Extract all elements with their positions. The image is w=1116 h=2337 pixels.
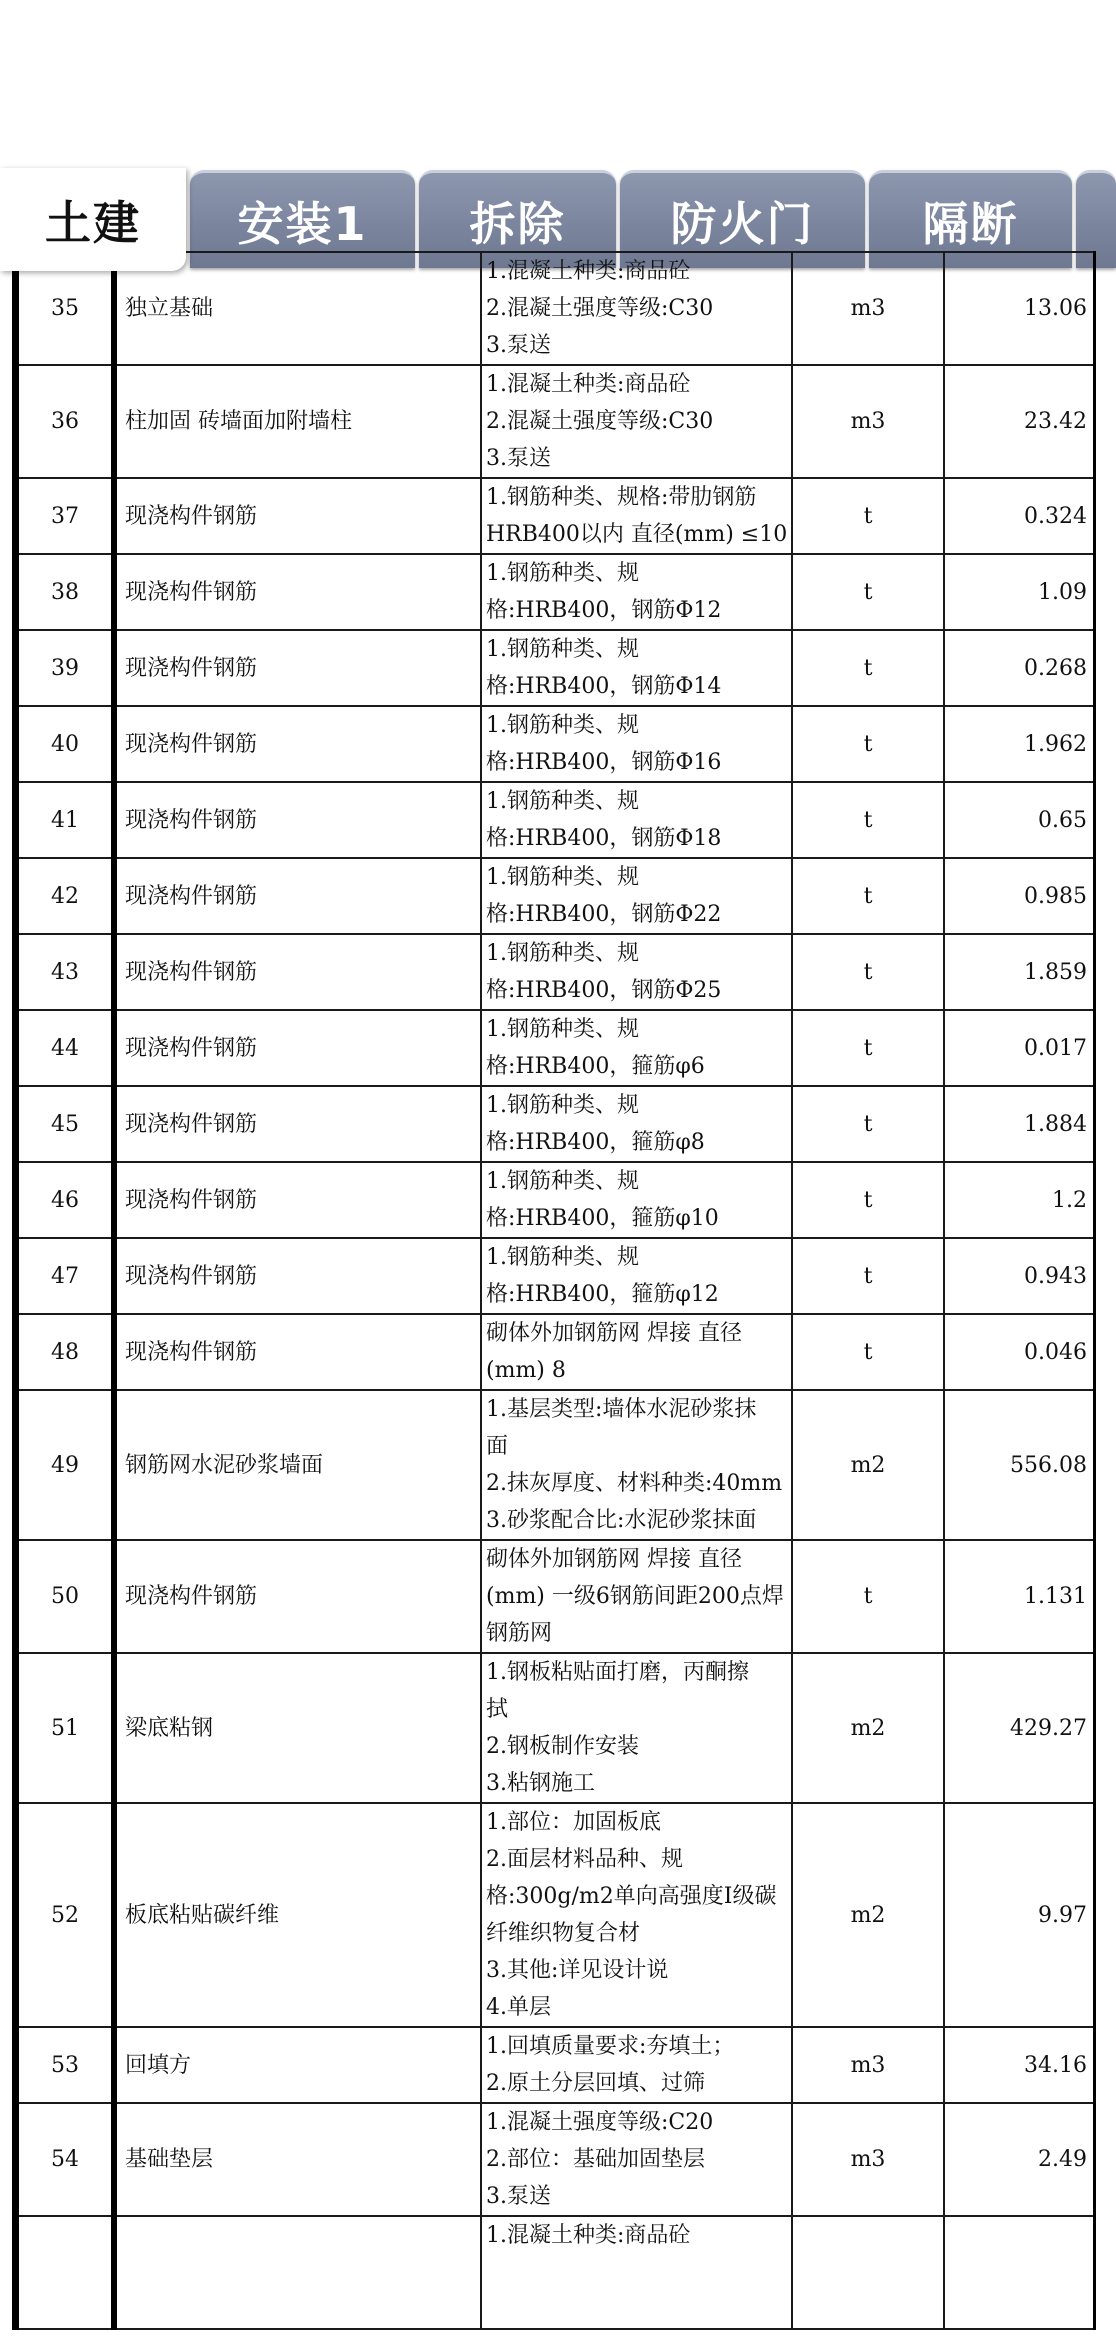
unit-cell: t [792, 1314, 944, 1390]
item-description-cell [481, 782, 792, 858]
row-number-cell: 46 [16, 1162, 115, 1238]
description-line: 2.部位：基础加固垫层 [486, 2147, 705, 2172]
unit-cell: t [792, 1238, 944, 1314]
quantity-cell: 1.859 [944, 934, 1095, 1010]
item-name-cell: 基础垫层 [114, 2103, 481, 2216]
item-description-cell [481, 1803, 792, 2027]
table-row[interactable] [16, 858, 1095, 934]
description-line: 3.其他:详见设计说 [486, 1958, 669, 1983]
description-line: 2.抹灰厚度、材料种类:40mm [486, 1471, 783, 1496]
row-number-cell: 37 [16, 478, 115, 554]
description-line: (mm) 8 [486, 1358, 566, 1383]
item-description-cell [481, 706, 792, 782]
description-line: 1.钢筋种类、规 [486, 561, 639, 586]
table-row[interactable] [16, 1653, 1095, 1803]
item-name-cell: 现浇构件钢筋 [114, 934, 481, 1010]
description-line: 1.钢筋种类、规 [486, 941, 639, 966]
item-name-cell: 现浇构件钢筋 [114, 858, 481, 934]
quantity-cell: 0.985 [944, 858, 1095, 934]
unit-cell: t [792, 934, 944, 1010]
unit-cell: t [792, 706, 944, 782]
sheet-table-viewport[interactable] [0, 259, 1087, 2337]
table-row[interactable] [16, 1162, 1095, 1238]
description-line: 面 [486, 1434, 509, 1459]
tab-chaichu[interactable]: 拆除 [419, 170, 616, 268]
description-line: 格:HRB400，钢筋Φ16 [486, 750, 722, 775]
table-row[interactable] [16, 2103, 1095, 2216]
item-name-cell [114, 2216, 481, 2329]
quantity-cell: 556.08 [944, 1390, 1095, 1540]
item-name-cell: 板底粘贴碳纤维 [114, 1803, 481, 2027]
row-number-cell: 49 [16, 1390, 115, 1540]
table-row[interactable] [16, 1540, 1095, 1653]
quantity-cell: 9.97 [944, 1803, 1095, 2027]
table-row[interactable] [16, 934, 1095, 1010]
description-line: 1.混凝土种类:商品砼 [486, 372, 691, 397]
description-line: 1.钢筋种类、规 [486, 713, 639, 738]
item-name-cell: 现浇构件钢筋 [114, 1010, 481, 1086]
row-number-cell: 36 [16, 365, 115, 478]
row-number-cell: 48 [16, 1314, 115, 1390]
unit-cell: t [792, 1162, 944, 1238]
item-description-cell [481, 1010, 792, 1086]
row-number-cell: 41 [16, 782, 115, 858]
description-line: 拭 [486, 1697, 509, 1722]
description-line: 3.砂浆配合比:水泥砂浆抹面 [486, 1508, 757, 1533]
description-line: 3.泵送 [486, 333, 551, 358]
description-line: 1.基层类型:墙体水泥砂浆抹 [486, 1397, 757, 1422]
description-line: 1.钢筋种类、规格:带肋钢筋 [486, 485, 757, 510]
quantity-cell: 13.06 [944, 252, 1095, 365]
quantity-cell: 2.49 [944, 2103, 1095, 2216]
item-name-cell: 柱加固 砖墙面加附墙柱 [114, 365, 481, 478]
description-line: HRB400以内 直径(mm) ≤10 [486, 522, 788, 547]
unit-cell [792, 2216, 944, 2329]
table-row[interactable] [16, 554, 1095, 630]
unit-cell: t [792, 554, 944, 630]
description-line: 纤维织物复合材 [486, 1921, 641, 1946]
description-line: 1.混凝土强度等级:C20 [486, 2110, 714, 2135]
description-line: (mm) 一级6钢筋间距200点焊 [486, 1584, 784, 1609]
row-number-cell [16, 2216, 115, 2329]
quantity-cell: 1.884 [944, 1086, 1095, 1162]
tab-anzhuang1[interactable]: 安装1 [190, 170, 415, 268]
row-number-cell: 45 [16, 1086, 115, 1162]
item-description-cell [481, 554, 792, 630]
unit-cell: t [792, 1086, 944, 1162]
description-line: 格:HRB400，钢筋Φ25 [486, 978, 722, 1003]
description-line: 格:HRB400，钢筋Φ22 [486, 902, 722, 927]
quantity-cell: 429.27 [944, 1653, 1095, 1803]
description-line: 1.混凝土种类:商品砼 [486, 2223, 691, 2248]
row-number-cell: 44 [16, 1010, 115, 1086]
description-line: 1.部位：加固板底 [486, 1810, 661, 1835]
quantity-cell: 0.046 [944, 1314, 1095, 1390]
description-line: 1.钢筋种类、规 [486, 637, 639, 662]
quantity-cell: 23.42 [944, 365, 1095, 478]
unit-cell: t [792, 782, 944, 858]
unit-cell: t [792, 1010, 944, 1086]
quantity-cell: 0.268 [944, 630, 1095, 706]
item-description-cell [481, 2027, 792, 2103]
description-line: 1.回填质量要求:夯填土； [486, 2034, 735, 2059]
table-row[interactable] [16, 2027, 1095, 2103]
row-number-cell: 51 [16, 1653, 115, 1803]
unit-cell: m2 [792, 1653, 944, 1803]
table-row[interactable] [16, 630, 1095, 706]
quantity-cell: 1.09 [944, 554, 1095, 630]
item-name-cell: 现浇构件钢筋 [114, 1086, 481, 1162]
item-name-cell: 现浇构件钢筋 [114, 478, 481, 554]
description-line [486, 2291, 791, 2328]
description-line: 2.混凝土强度等级:C30 [486, 409, 714, 434]
table-row[interactable] [16, 1238, 1095, 1314]
quantity-cell: 0.017 [944, 1010, 1095, 1086]
item-name-cell: 梁底粘钢 [114, 1653, 481, 1803]
item-description-cell [481, 2216, 792, 2329]
unit-cell: m3 [792, 2103, 944, 2216]
quantity-cell: 0.943 [944, 1238, 1095, 1314]
description-line: 2.原土分层回填、过筛 [486, 2071, 705, 2096]
row-number-cell: 52 [16, 1803, 115, 2027]
item-description-cell [481, 1314, 792, 1390]
unit-cell: m2 [792, 1390, 944, 1540]
description-line: 1.混凝土种类:商品砼 [486, 259, 691, 284]
quantity-cell: 1.962 [944, 706, 1095, 782]
description-line: 格:HRB400，钢筋Φ18 [486, 826, 722, 851]
unit-cell: m3 [792, 2027, 944, 2103]
quantity-cell: 1.131 [944, 1540, 1095, 1653]
description-line: 钢筋网 [486, 1621, 553, 1646]
item-description-cell [481, 478, 792, 554]
description-line: 砌体外加钢筋网 焊接 直径 [486, 1321, 742, 1346]
unit-cell: m2 [792, 1803, 944, 2027]
tab-fanghuomen[interactable]: 防火门 [620, 170, 865, 268]
table-row[interactable] [16, 478, 1095, 554]
description-line: 1.钢筋种类、规 [486, 1017, 639, 1042]
quantity-cell [944, 2216, 1095, 2329]
quantity-cell: 0.324 [944, 478, 1095, 554]
item-description-cell [481, 1540, 792, 1653]
description-line: 1.钢板粘贴面打磨，丙酮擦 [486, 1660, 749, 1685]
description-line: 格:HRB400，箍筋φ6 [486, 1054, 705, 1079]
row-number-cell: 35 [16, 252, 115, 365]
row-number-cell: 53 [16, 2027, 115, 2103]
item-name-cell: 现浇构件钢筋 [114, 1540, 481, 1653]
item-name-cell: 钢筋网水泥砂浆墙面 [114, 1390, 481, 1540]
row-number-cell: 42 [16, 858, 115, 934]
table-row[interactable] [16, 1010, 1095, 1086]
description-line: 2.钢板制作安装 [486, 1734, 639, 1759]
unit-cell: m3 [792, 252, 944, 365]
description-line: 格:HRB400，钢筋Φ14 [486, 674, 722, 699]
description-line: 格:HRB400，钢筋Φ12 [486, 598, 722, 623]
description-line: 1.钢筋种类、规 [486, 1093, 639, 1118]
description-line: 4.单层 [486, 1995, 551, 2020]
item-name-cell: 现浇构件钢筋 [114, 782, 481, 858]
table-row[interactable] [16, 365, 1095, 478]
unit-cell: t [792, 1540, 944, 1653]
row-number-cell: 40 [16, 706, 115, 782]
item-name-cell: 现浇构件钢筋 [114, 1162, 481, 1238]
item-description-cell [481, 252, 792, 365]
description-line: 1.钢筋种类、规 [486, 1245, 639, 1270]
quantity-cell: 34.16 [944, 2027, 1095, 2103]
item-description-cell [481, 1162, 792, 1238]
description-line: 格:300g/m2单向高强度I级碳 [486, 1884, 777, 1909]
row-number-cell: 54 [16, 2103, 115, 2216]
item-description-cell [481, 1238, 792, 1314]
description-line: 1.钢筋种类、规 [486, 1169, 639, 1194]
description-line: 1.钢筋种类、规 [486, 865, 639, 890]
table-row[interactable] [16, 1314, 1095, 1390]
tab-tujian[interactable]: 土建 [0, 168, 186, 271]
description-line: 2.面层材料品种、规 [486, 1847, 683, 1872]
item-description-cell [481, 934, 792, 1010]
item-name-cell: 现浇构件钢筋 [114, 1238, 481, 1314]
item-description-cell [481, 1086, 792, 1162]
item-description-cell [481, 1390, 792, 1540]
unit-cell: t [792, 858, 944, 934]
item-description-cell [481, 1653, 792, 1803]
item-description-cell [481, 365, 792, 478]
description-line: 2.混凝土强度等级:C30 [486, 296, 714, 321]
row-number-cell: 43 [16, 934, 115, 1010]
quantity-cell: 1.2 [944, 1162, 1095, 1238]
item-name-cell: 独立基础 [114, 252, 481, 365]
table-row[interactable] [16, 2216, 1095, 2329]
item-name-cell: 现浇构件钢筋 [114, 1314, 481, 1390]
item-name-cell: 现浇构件钢筋 [114, 706, 481, 782]
item-name-cell: 回填方 [114, 2027, 481, 2103]
row-number-cell: 38 [16, 554, 115, 630]
quantity-cell: 0.65 [944, 782, 1095, 858]
unit-cell: t [792, 630, 944, 706]
unit-cell: m3 [792, 365, 944, 478]
table-row[interactable] [16, 782, 1095, 858]
table-row[interactable] [16, 1086, 1095, 1162]
item-description-cell [481, 630, 792, 706]
description-line [486, 2254, 791, 2291]
description-line: 格:HRB400，箍筋φ10 [486, 1206, 719, 1231]
table-row[interactable] [16, 1390, 1095, 1540]
row-number-cell: 47 [16, 1238, 115, 1314]
bill-of-quantities-table [12, 251, 1096, 2330]
tab-geduan[interactable]: 隔断 [869, 170, 1072, 268]
row-number-cell: 50 [16, 1540, 115, 1653]
description-line: 3.泵送 [486, 2184, 551, 2209]
description-line: 格:HRB400，箍筋φ12 [486, 1282, 719, 1307]
table-row[interactable] [16, 1803, 1095, 2027]
description-line: 格:HRB400，箍筋φ8 [486, 1130, 705, 1155]
description-line: 1.钢筋种类、规 [486, 789, 639, 814]
unit-cell: t [792, 478, 944, 554]
item-description-cell [481, 2103, 792, 2216]
item-name-cell: 现浇构件钢筋 [114, 554, 481, 630]
item-name-cell: 现浇构件钢筋 [114, 630, 481, 706]
description-line: 3.泵送 [486, 446, 551, 471]
table-row[interactable] [16, 706, 1095, 782]
row-number-cell: 39 [16, 630, 115, 706]
description-line: 3.粘钢施工 [486, 1771, 595, 1796]
description-line: 砌体外加钢筋网 焊接 直径 [486, 1547, 742, 1572]
item-description-cell [481, 858, 792, 934]
